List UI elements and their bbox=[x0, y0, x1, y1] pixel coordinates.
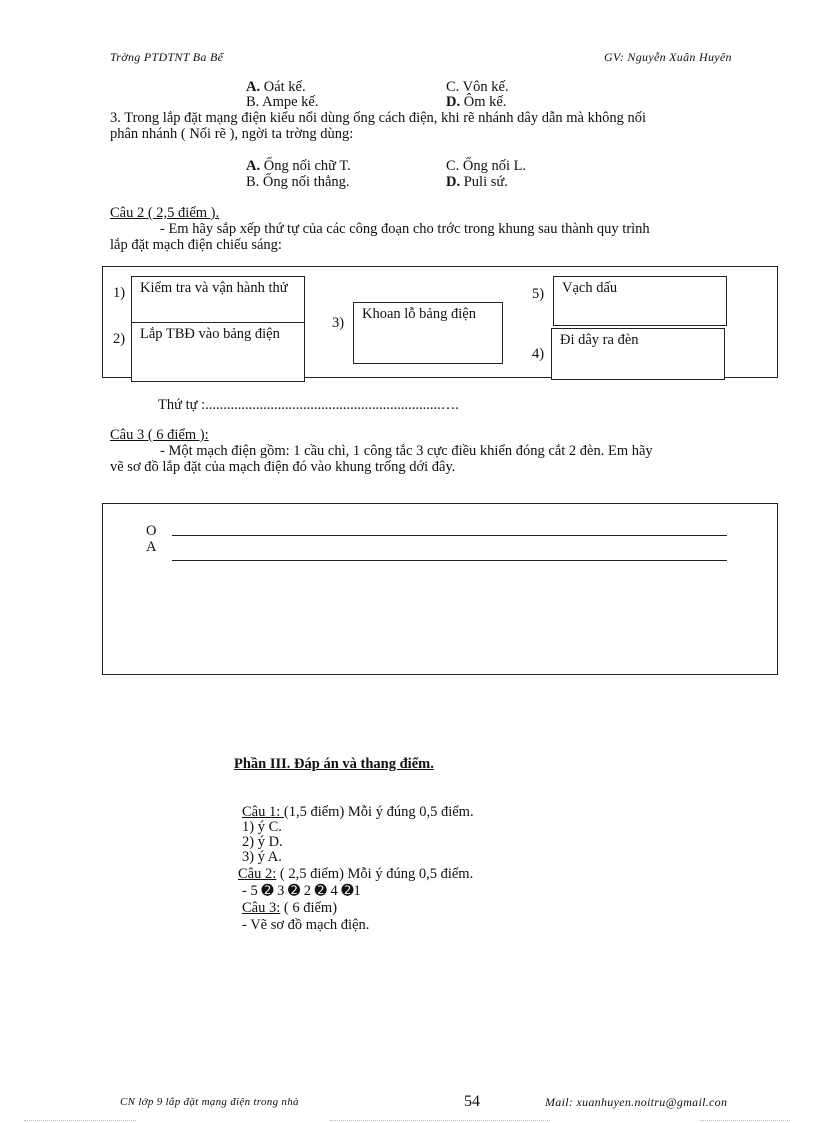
answer-c3-item: - Vẽ sơ đồ mạch điện. bbox=[242, 917, 370, 933]
footer-course: CN lớp 9 lắp đặt mạng điện trong nhà bbox=[120, 1096, 299, 1108]
header-school: Trờng PTDTNT Ba Bể bbox=[110, 50, 224, 64]
footer-divider bbox=[330, 1120, 550, 1121]
step-5-box: Vạch dấu bbox=[553, 276, 727, 326]
step-2-box: Lắp TBĐ vào bảng điện bbox=[131, 322, 305, 382]
q1-option-d: D. Ôm kế. bbox=[446, 94, 507, 110]
footer-divider bbox=[24, 1120, 136, 1121]
arrow-icon: ➋ bbox=[288, 883, 301, 899]
wire-label-a: A bbox=[146, 539, 157, 555]
answers-title: Phần III. Đáp án và thang điểm. bbox=[234, 756, 434, 772]
q3-option-a: A. Ống nối chữ T. bbox=[246, 158, 351, 174]
answer-c1-item: 2) ý D. bbox=[242, 834, 283, 850]
page-number: 54 bbox=[464, 1093, 480, 1110]
q1-option-c: C. Vôn kế. bbox=[446, 79, 509, 95]
step-5-number: 5) bbox=[532, 286, 545, 302]
answer-c1-item: 3) ý A. bbox=[242, 849, 282, 865]
cau2-text-line2: lắp đặt mạch điện chiếu sáng: bbox=[110, 237, 282, 253]
q1-option-b: B. Ampe kế. bbox=[246, 94, 319, 110]
answer-c2-sequence: - 5 ➋ 3 ➋ 2 ➋ 4 ➋1 bbox=[242, 883, 361, 899]
arrow-icon: ➋ bbox=[314, 883, 327, 899]
cau3-text-line1: - Một mạch điện gồm: 1 cầu chì, 1 công tắc 3 cực điều khiển đóng cắt 2 đèn. Em hãy bbox=[160, 443, 653, 459]
answer-c1: Câu 1: (1,5 điểm) Mỗi ý đúng 0,5 điểm. bbox=[242, 804, 474, 820]
header-teacher: GV: Nguyễn Xuân Huyên bbox=[604, 50, 732, 64]
answer-c1-item: 1) ý C. bbox=[242, 819, 282, 835]
wire-line-a bbox=[172, 560, 727, 561]
diagram-frame[interactable] bbox=[102, 503, 778, 675]
wire-label-o: O bbox=[146, 523, 157, 539]
cau2-heading: Câu 2 ( 2,5 điểm ). bbox=[110, 205, 220, 221]
step-3-number: 3) bbox=[332, 315, 345, 331]
footer-divider bbox=[700, 1120, 790, 1121]
arrow-icon: ➋ bbox=[261, 883, 274, 899]
order-line[interactable]: Thứ tự :.................................................................…. bbox=[158, 397, 459, 413]
step-1-box: Kiểm tra và vận hành thử bbox=[131, 276, 305, 324]
q1-option-a: A. Oát kế. bbox=[246, 79, 306, 95]
step-2-number: 2) bbox=[113, 331, 126, 347]
arrow-icon: ➋ bbox=[341, 883, 354, 899]
step-3-box: Khoan lỗ bảng điện bbox=[353, 302, 503, 364]
q3-option-c: C. Ống nối L. bbox=[446, 158, 527, 174]
cau2-text-line1: - Em hãy sắp xếp thứ tự của các công đoạn cho trớc trong khung sau thành quy trình bbox=[160, 221, 650, 237]
answer-c2: Câu 2: ( 2,5 điểm) Mỗi ý đúng 0,5 điểm. bbox=[238, 866, 474, 882]
cau3-text-line2: vẽ sơ đồ lắp đặt của mạch điện đó vào khung trống dới đây. bbox=[110, 459, 456, 475]
q3-text-line1: 3. Trong lắp đặt mạng điện kiểu nổi dùng ống cách điện, khi rẽ nhánh dây dẫn mà không nối bbox=[110, 110, 647, 126]
footer-mail: Mail: xuanhuyen.noitru@gmail.con bbox=[545, 1095, 728, 1109]
answer-c3: Câu 3: ( 6 điểm) bbox=[242, 900, 338, 916]
step-4-box: Đi dây ra đèn bbox=[551, 328, 725, 380]
q3-option-b: B. Ống nối thẳng. bbox=[246, 174, 350, 190]
q3-text-line2: phân nhánh ( Nối rẽ ), ngời ta trờng dùng: bbox=[110, 126, 354, 142]
wire-line-o bbox=[172, 535, 727, 536]
step-4-number: 4) bbox=[532, 346, 545, 362]
cau3-heading: Câu 3 ( 6 điểm ): bbox=[110, 427, 209, 443]
step-1-number: 1) bbox=[113, 285, 126, 301]
q3-option-d: D. Puli sứ. bbox=[446, 174, 508, 190]
